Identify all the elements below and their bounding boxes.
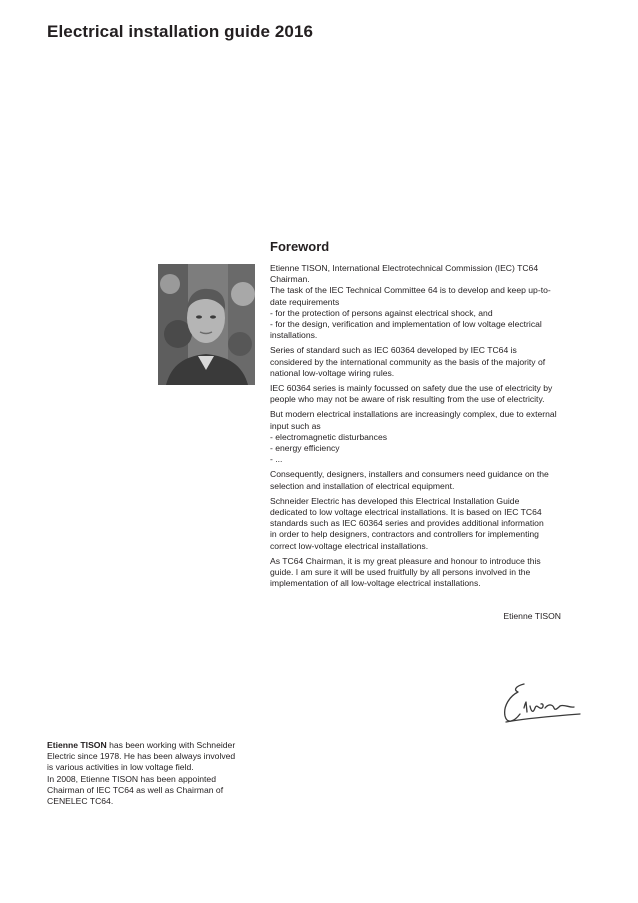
bio-first-line — [47, 740, 267, 751]
foreword-paragraph — [270, 556, 595, 590]
foreword-paragraph — [270, 383, 595, 405]
foreword-line: - for the protection of persons against electrical shock, and — [270, 307, 493, 318]
foreword-line: guide. I am sure it will be used fruitfully by all persons involved in the — [270, 567, 531, 578]
foreword-line: IEC 60364 series is mainly focussed on safety due the use of electricity by — [270, 383, 553, 394]
foreword-line: Etienne TISON, International Electrotechnical Commission (IEC) TC64 — [270, 263, 539, 273]
foreword-title: Foreword — [270, 239, 330, 254]
foreword-line: in order to help designers, contractors and controllers for implementing — [270, 529, 539, 540]
foreword-paragraph — [270, 496, 595, 552]
handwritten-signature — [498, 678, 582, 726]
foreword-paragraph — [270, 345, 595, 379]
foreword-paragraph — [270, 263, 595, 341]
foreword-line: standards such as IEC 60364 series and provides additional information — [270, 518, 544, 529]
foreword-line: correct low-voltage electrical installations. — [270, 540, 429, 551]
foreword-line: national low-voltage wiring rules. — [270, 367, 395, 378]
foreword-line: The task of the IEC Technical Committee 64 is to develop and keep up-to- — [270, 285, 551, 296]
foreword-line: Chairman. — [270, 274, 310, 285]
bio-line: CENELEC TC64. — [47, 796, 114, 807]
foreword-line: people who may not be aware of risk resulting from the use of electricity. — [270, 394, 545, 405]
bio-first-line-rest: has been working with Schneider — [106, 740, 236, 750]
foreword-line: But modern electrical installations are increasingly complex, due to external — [270, 409, 557, 420]
foreword-line: - for the design, verification and implementation of low voltage electrical — [270, 319, 542, 330]
foreword-line: installations. — [270, 330, 318, 341]
foreword-line: - ... — [270, 454, 283, 465]
foreword-line: Schneider Electric has developed this Electrical Installation Guide — [270, 495, 520, 506]
foreword-line: As TC64 Chairman, it is my great pleasure and honour to introduce this — [270, 555, 541, 566]
foreword-line: input such as — [270, 420, 321, 431]
portrait-photo — [158, 264, 255, 385]
foreword-line: implementation of all low-voltage electrical installations. — [270, 578, 481, 589]
author-bio — [47, 740, 267, 807]
foreword-line: - energy efficiency — [270, 443, 340, 454]
signatory-name: Etienne TISON — [503, 611, 561, 621]
bio-line: Chairman of IEC TC64 as well as Chairman of — [47, 784, 224, 795]
bio-name: Etienne TISON — [47, 740, 107, 750]
foreword-line: - electromagnetic disturbances — [270, 431, 388, 442]
bio-line: Electric since 1978. He has been always involved — [47, 751, 236, 762]
page-title: Electrical installation guide 2016 — [47, 22, 314, 41]
foreword-line: date requirements — [270, 296, 340, 307]
foreword-paragraph — [270, 409, 595, 465]
bio-line: is various activities in low voltage field. — [47, 762, 194, 773]
foreword-line: Series of standard such as IEC 60364 developed by IEC TC64 is — [270, 345, 517, 356]
foreword-line: dedicated to low voltage electrical installations. It is based on IEC TC64 — [270, 507, 542, 518]
foreword-paragraph — [270, 469, 595, 491]
foreword-body — [270, 263, 595, 589]
bio-line: In 2008, Etienne TISON has been appointed — [47, 773, 216, 784]
foreword-section — [270, 239, 595, 593]
foreword-line: considered by the international community as the basis of the majority of — [270, 356, 546, 367]
foreword-line: Consequently, designers, installers and consumers need guidance on the — [270, 469, 549, 480]
foreword-line: selection and installation of electrical equipment. — [270, 480, 455, 491]
